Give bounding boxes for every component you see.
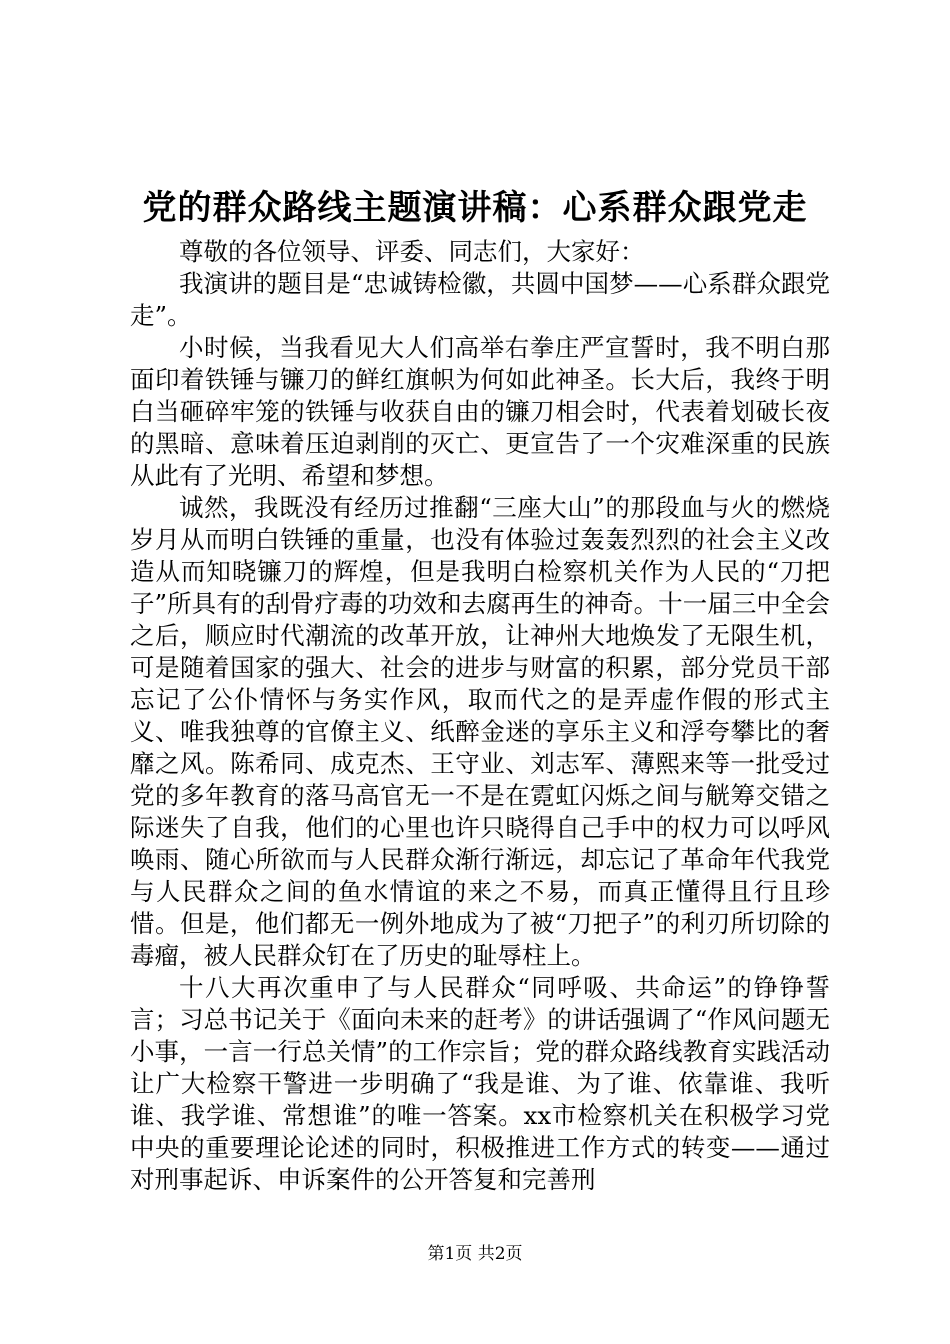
paragraph-topic: 我演讲的题目是“忠诚铸检徽，共圆中国梦——心系群众跟党走”。 — [130, 269, 830, 330]
document-body — [130, 236, 830, 1196]
paragraph-greeting: 尊敬的各位领导、评委、同志们，大家好： — [179, 237, 645, 266]
document-title: 党的群众路线主题演讲稿：心系群众跟党走 — [142, 188, 808, 228]
paragraph-childhood: 小时候，当我看见大人们高举右拳庄严宣誓时，我不明白那面印着铁锤与镰刀的鲜红旗帜为何如此神圣。长大后，我终于明白当砸碎牢笼的铁锤与收获自由的镰刀相会时，代表着划破长夜的黑暗、意味着压迫剥削的灭亡、更宣告了一个灾难深重的民族从此有了光明、希望和梦想。 — [130, 333, 830, 490]
paragraph-procuratorate: 诚然，我既没有经历过推翻“三座大山”的那段血与火的燃烧岁月从而明白铁锤的重量，也没有体验过轰轰烈烈的社会主义改造从而知晓镰刀的辉煌，但是我明白检察机关作为人民的“刀把子”所具有的刮骨疗毒的功效和去腐再生的神奇。十一届三中全会之后，顺应时代潮流的改革开放，让神州大地焕发了无限生机，可是随着国家的强大、社会的进步与财富的积累，部分党员干部忘记了公仆情怀与务实作风，取而代之的是弄虚作假的形式主义、唯我独尊的官僚主义、纸醉金迷的享乐主义和浮夸攀比的奢靡之风。陈希同、成克杰、王守业、刘志军、薄熙来等一批受过党的多年教育的落马高官无一不是在霓虹闪烁之间与觥筹交错之际迷失了自我，他们的心里也许只晓得自己手中的权力可以呼风唤雨、随心所欲而与人民群众渐行渐远，却忘记了革命年代我党与人民群众之间的鱼水情谊的来之不易，而真正懂得且行且珍惜。但是，他们都无一例外地成为了被“刀把子”的利刃所切除的毒瘤，被人民群众钉在了历史的耻辱柱上。 — [130, 493, 830, 970]
page-number-footer: 第1页 共2页 — [427, 1244, 523, 1264]
paragraph-eighteenth-congress: 十八大再次重申了与人民群众“同呼吸、共命运”的铮铮誓言；习总书记关于《面向未来的赶考》的讲话强调了“作风问题无小事，一言一行总关情”的工作宗旨；党的群众路线教育实践活动让广大检察干警进一步明确了“我是谁、为了谁、依靠谁、我听谁、我学谁、常想谁”的唯一答案。xx市检察机关在积极学习党中央的重要理论论述的同时，积极推进工作方式的转变——通过对刑事起诉、申诉案件的公开答复和完善刑 — [130, 973, 830, 1194]
